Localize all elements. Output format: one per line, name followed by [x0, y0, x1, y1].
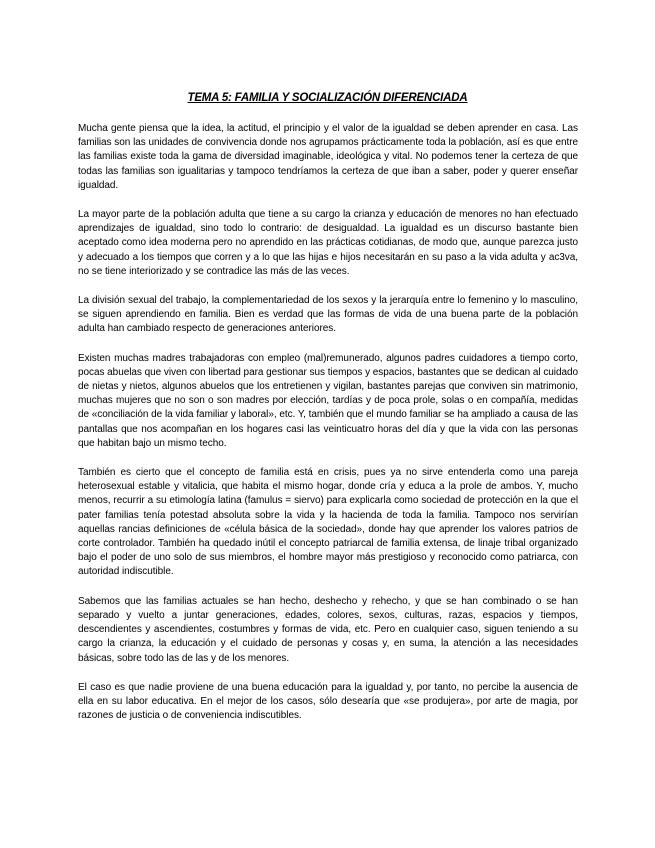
- paragraph-2: La mayor parte de la población adulta que tiene a su cargo la crianza y educación de menores no han efectuado aprendizajes de igualdad, sino todo lo contrario: de desigualdad. La igualdad es un discurso bastante bien aceptado como idea moderna pero no aprendido en las prácticas cotidianas, de modo que, aunque parezca justo y adecuado a los tiempos que corren y a lo que las hijas e hijos necesitarán en su paso a la vida adulta y ac3va, no se tiene interiorizado y se contradice las más de las veces.: [78, 209, 578, 277]
- paragraph-4: Existen muchas madres trabajadoras con empleo (mal)remunerado, algunos padres cuidadores a tiempo corto, pocas abuelas que viven con libertad para gestionar sus tiempos y espacios, bastantes que se dedican al cuidado de nietas y nietos, algunos abuelos que los entretienen y vigilan, bastantes parejas que conviven sin matrimonio, muchas mujeres que no son o son madres por elección, tardías y de poca prole, solas o en compañía, medidas de «conciliación de la vida familiar y laboral», etc. Y, también que el mundo familiar se ha ampliado a causa de las pantallas que nos acompañan en los hogares casi las veinticuatro horas del día y que la vida con las personas que habitan bajo un mismo techo.: [78, 352, 578, 449]
- document-title: TEMA 5: FAMILIA Y SOCIALIZACIÓN DIFERENCIADA: [187, 92, 468, 104]
- document-body: [78, 122, 578, 738]
- paragraph-5: También es cierto que el concepto de familia está en crisis, pues ya no sirve entenderla como una pareja heterosexual estable y vitalicia, que habita el mismo hogar, donde cría y educa a la prole de ambos. Y, mucho menos, recurrir a su etimología latina (famulus = siervo) para explicarla como sociedad de protección en la que el pater familias tenía potestad absoluta sobre la vida y la hacienda de toda la familia. Tampoco nos servirían aquellas rancias definiciones de «célula básica de la sociedad», donde hay que aprender los valores patrios de corte controlador. También ha quedado inútil el concepto patriarcal de familia extensa, de linaje tribal organizado bajo el poder de uno solo de sus miembros, el hombre mayor más prestigioso y reconocido como patriarca, con autoridad indiscutible.: [78, 467, 578, 578]
- paragraph-6: Sabemos que las familias actuales se han hecho, deshecho y rehecho, y que se han combinado o se han separado y vuelto a juntar generaciones, edades, colores, sexos, culturas, razas, espacios y tiempos, descendientes y ascendientes, costumbres y formas de vida, etc. Pero en cualquier caso, siguen teniendo a su cargo la crianza, la educación y el cuidado de personas y cosas y, en suma, la atención a las necesidades básicas, sobre todo las de las y de los menores.: [78, 595, 578, 664]
- paragraph-3: La división sexual del trabajo, la complementariedad de los sexos y la jerarquía entre lo femenino y lo masculino, se siguen aprendiendo en familia. Bien es verdad que las formas de vida de una buena parte de la población adulta han cambiado respecto de generaciones anteriores.: [78, 295, 578, 335]
- paragraph-7: El caso es que nadie proviene de una buena educación para la igualdad y, por tanto, no percibe la ausencia de ella en su labor educativa. En el mejor de los casos, sólo desearía que «se produjera», por arte de magia, por razones de justicia o de conveniencia indiscutibles.: [78, 681, 578, 722]
- paragraph-1: Mucha gente piensa que la idea, la actitud, el principio y el valor de la igualdad se deben aprender en casa. Las familias son las unidades de convivencia donde nos agrupamos prácticamente toda la población, así es que entre las familias existe toda la gama de diversidad imaginable, ideológica y vital. No podemos tener la certeza de que todas las familias son igualitarias y tampoco tendríamos la certeza de que iban a saber, poder y querer enseñar igualdad.: [78, 123, 578, 191]
